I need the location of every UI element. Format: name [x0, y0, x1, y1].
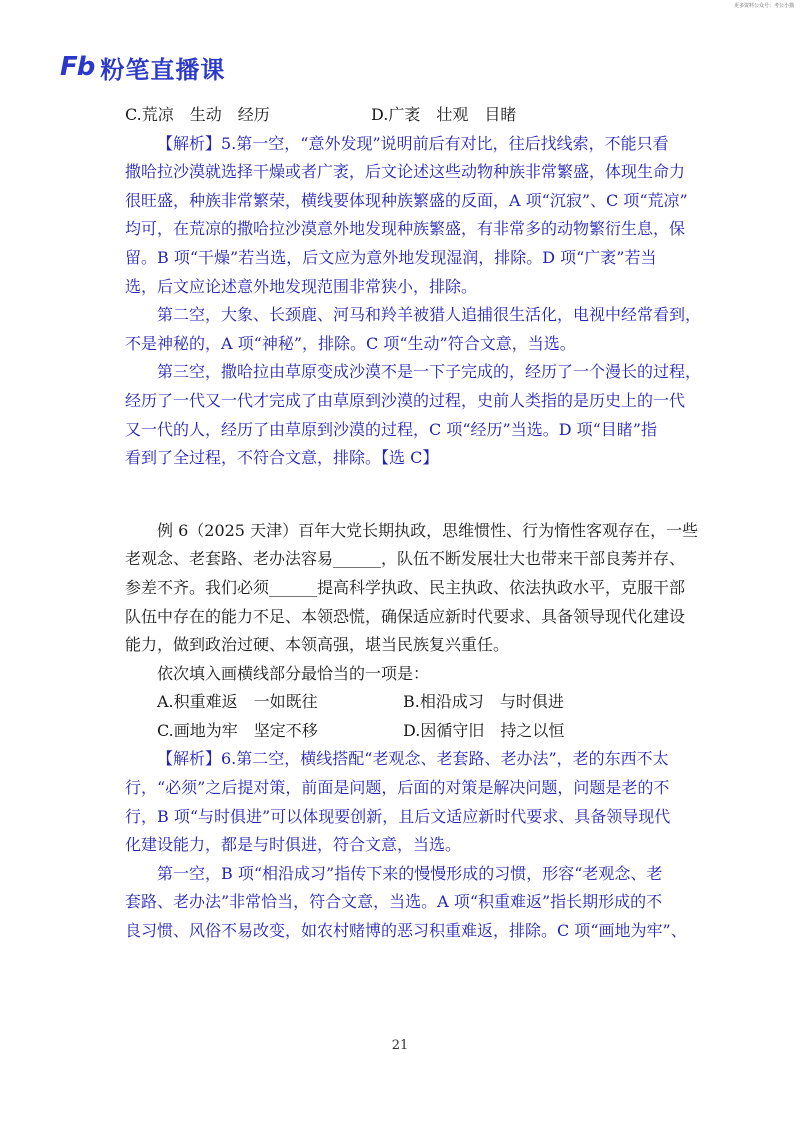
q5-options-row	[125, 101, 685, 130]
analysis-line: 均可，在荒凉的撒哈拉沙漠意外地发现种族繁盛，有非常多的动物繁衍生息，保	[125, 219, 686, 239]
analysis-line: 良习惯、风俗不易改变，如农村赌博的恶习积重难返，排除。C 项“画地为牢”、	[125, 921, 687, 941]
question-line: 例 6（2025 天津）百年大党长期执政，思维惯性、行为惰性客观存在，一些	[157, 520, 699, 540]
analysis-line: 撒哈拉沙漠就选择干燥或者广袤，后文论述这些动物种族非常繁盛，体现生命力	[125, 162, 686, 182]
question-line: 能力，做到政治过硬、本领高强，堪当民族复兴重任。	[125, 635, 510, 655]
analysis-line: 看到了全过程，不符合文意，排除。【选 C】	[125, 448, 439, 468]
fb-logo-icon: Fb	[60, 52, 95, 82]
analysis-line: 留。B 项“干燥”若当选，后文应为意外地发现湿润，排除。D 项“广袤”若当	[125, 247, 657, 267]
question-line: 老观念、老套路、老办法容易______，队伍不断发展壮大也带来干部良莠并存、	[125, 549, 686, 569]
analysis-line: 不是神秘的，A 项“神秘”，排除。C 项“生动”符合文意，当选。	[125, 333, 576, 353]
question-line: 参差不齐。我们必须______提高科学执政、民主执政、依法执政水平，克服干部	[125, 577, 686, 597]
analysis-line: 很旺盛，种族非常繁荣，横线要体现种族繁盛的反面，A 项“沉寂”、C 项“荒凉”	[125, 190, 688, 210]
analysis-line: 第一空，B 项“相沿成习”指传下来的慢慢形成的习惯，形容“老观念、老	[157, 863, 663, 883]
analysis-line: 选，后文应论述意外地发现范围非常狭小，排除。	[125, 276, 478, 296]
q6-option-a: A.积重难返 一如既往	[157, 692, 318, 712]
q5-option-c: C.荒凉 生动 经历	[125, 105, 270, 124]
analysis-line: 第二空，大象、长颈鹿、河马和羚羊被猎人追捕很生活化，电视中经常看到，	[157, 305, 702, 325]
analysis-line: 【解析】6.第二空，横线搭配“老观念、老套路、老办法”，老的东西不太	[157, 749, 669, 769]
analysis-line: 行，B 项“与时俱进”可以体现要创新，且后文适应新时代要求、具备领导现代	[125, 806, 671, 826]
q5-analysis	[125, 130, 702, 473]
q6-analysis	[125, 745, 685, 945]
q6-option-b: B.相沿成习 与时俱进	[403, 692, 564, 712]
analysis-line: 【解析】5.第一空，“意外发现”说明前后有对比，往后找线索，不能只看	[157, 133, 669, 153]
q6-options-row-2	[125, 717, 685, 746]
page-number: 21	[391, 1038, 409, 1053]
logo-text: 粉笔直播课	[100, 55, 226, 84]
top-note: 更多资料公众号：考公小猫	[733, 3, 794, 9]
question-prompt: 依次填入画横线部分最恰当的一项是：	[157, 663, 430, 683]
document-body	[125, 101, 702, 946]
analysis-line: 套路、老办法”非常恰当，符合文意，当选。A 项“积重难返”指长期形成的不	[125, 892, 663, 912]
question-line: 队伍中存在的能力不足、本领恐慌，确保适应新时代要求、具备领导现代化建设	[125, 606, 686, 626]
q5-option-d: D.广袤 壮观 目睹	[371, 105, 517, 124]
logo	[60, 52, 225, 82]
q6-option-c: C.画地为牢 坚定不移	[157, 720, 318, 740]
q6-question	[125, 517, 699, 689]
q6-option-d: D.因循守旧 持之以恒	[403, 720, 565, 740]
analysis-line: 又一代的人，经历了由草原到沙漠的过程，C 项“经历”当选。D 项“目睹”指	[125, 419, 657, 439]
q6-options-row-1	[125, 688, 685, 717]
analysis-line: 化建设能力，都是与时俱进，符合文意，当选。	[125, 835, 462, 855]
analysis-line: 行，“必须”之后提对策，前面是问题，后面的对策是解决问题，问题是老的不	[125, 778, 670, 798]
analysis-line: 第三空，撒哈拉由草原变成沙漠不是一下子完成的，经历了一个漫长的过程，	[157, 362, 702, 382]
analysis-line: 经历了一代又一代才完成了由草原到沙漠的过程，史前人类指的是历史上的一代	[125, 390, 686, 410]
